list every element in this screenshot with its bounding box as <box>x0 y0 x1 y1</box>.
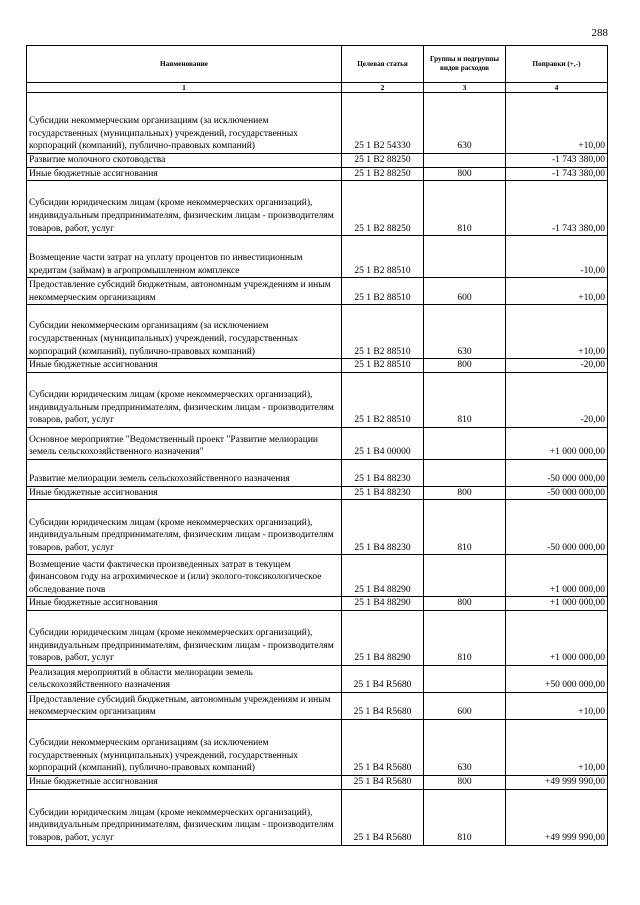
row-amount-cell: -1 743 380,00 <box>506 167 608 181</box>
row-group-cell <box>424 665 506 692</box>
row-name-cell: Иные бюджетные ассигнования <box>27 167 342 181</box>
header-target: Целевая статья <box>342 46 424 83</box>
row-group-cell: 810 <box>424 500 506 555</box>
row-group-cell: 810 <box>424 789 506 845</box>
header-amendments: Поправки (+,-) <box>506 46 608 83</box>
row-amount-cell: +49 999 990,00 <box>506 789 608 845</box>
row-amount-cell: +1 000 000,00 <box>506 610 608 665</box>
row-name-cell: Предоставление субсидий бюджетным, автономным учреждениям и иным некоммерческим организациям <box>27 692 342 719</box>
row-name-cell: Возмещение части затрат на уплату процентов по инвестиционным кредитам (займам) в агропромышленном комплексе <box>27 236 342 278</box>
row-amount-cell: +49 999 990,00 <box>506 775 608 789</box>
row-name-cell: Иные бюджетные ассигнования <box>27 359 342 373</box>
row-name-cell: Субсидии юридическим лицам (кроме некоммерческих организаций), индивидуальным предпринимателям, физическим лицам - производителям товаров, работ, услуг <box>27 181 342 236</box>
table-row <box>27 665 608 692</box>
row-amount-cell: +1 000 000,00 <box>506 555 608 597</box>
row-code-cell: 25 1 B2 88250 <box>342 181 424 236</box>
column-number: 4 <box>506 83 608 93</box>
table-row <box>27 459 608 486</box>
table-row <box>27 789 608 845</box>
table-row <box>27 692 608 719</box>
table-row <box>27 610 608 665</box>
row-name-cell: Субсидии юридическим лицам (кроме некоммерческих организаций), индивидуальным предпринимателям, физическим лицам - производителям товаров, работ, услуг <box>27 372 342 427</box>
header-groups: Группы и подгруппы видов расходов <box>424 46 506 83</box>
row-group-cell: 600 <box>424 278 506 305</box>
row-group-cell: 600 <box>424 692 506 719</box>
row-name-cell: Иные бюджетные ассигнования <box>27 597 342 611</box>
row-name-cell: Субсидии некоммерческим организациям (за исключением государственных (муниципальных) учреждений, государственных корпораций (компаний), публично-правовых компаний) <box>27 305 342 359</box>
row-amount-cell: +10,00 <box>506 692 608 719</box>
row-amount-cell: +1 000 000,00 <box>506 427 608 459</box>
row-group-cell: 630 <box>424 719 506 775</box>
page-number: 288 <box>591 27 608 39</box>
row-group-cell <box>424 459 506 486</box>
column-number: 2 <box>342 83 424 93</box>
table-row <box>27 719 608 775</box>
table-row <box>27 775 608 789</box>
row-amount-cell: -10,00 <box>506 236 608 278</box>
table-row <box>27 597 608 611</box>
row-name-cell: Субсидии некоммерческим организациям (за исключением государственных (муниципальных) учреждений, государственных корпораций (компаний), публично-правовых компаний) <box>27 719 342 775</box>
table-body <box>27 93 608 846</box>
row-group-cell: 810 <box>424 181 506 236</box>
row-name-cell: Субсидии некоммерческим организациям (за исключением государственных (муниципальных) учреждений, государственных корпораций (компаний), публично-правовых компаний) <box>27 93 342 154</box>
row-group-cell: 630 <box>424 305 506 359</box>
row-code-cell: 25 1 B2 88510 <box>342 278 424 305</box>
row-amount-cell: +1 000 000,00 <box>506 597 608 611</box>
table-row <box>27 154 608 168</box>
row-code-cell: 25 1 B4 88230 <box>342 459 424 486</box>
row-code-cell: 25 1 B4 00000 <box>342 427 424 459</box>
row-code-cell: 25 1 B2 88510 <box>342 305 424 359</box>
table-row <box>27 427 608 459</box>
row-group-cell: 810 <box>424 610 506 665</box>
table-row <box>27 486 608 500</box>
row-group-cell <box>424 154 506 168</box>
row-amount-cell: +10,00 <box>506 93 608 154</box>
row-name-cell: Возмещение части фактически произведенных затрат в текущем финансовом году на агрохимическое и (или) эколого-токсикологическое обследование почв <box>27 555 342 597</box>
row-name-cell: Развитие молочного скотоводства <box>27 154 342 168</box>
row-name-cell: Иные бюджетные ассигнования <box>27 775 342 789</box>
row-code-cell: 25 1 B4 88290 <box>342 555 424 597</box>
row-code-cell: 25 1 B2 88250 <box>342 167 424 181</box>
row-amount-cell: -50 000 000,00 <box>506 459 608 486</box>
row-group-cell: 630 <box>424 93 506 154</box>
row-group-cell <box>424 555 506 597</box>
row-amount-cell: -50 000 000,00 <box>506 500 608 555</box>
row-code-cell: 25 1 B4 R5680 <box>342 775 424 789</box>
table-row <box>27 236 608 278</box>
row-code-cell: 25 1 B4 R5680 <box>342 692 424 719</box>
table-row <box>27 359 608 373</box>
table-row <box>27 305 608 359</box>
row-name-cell: Развитие мелиорации земель сельскохозяйственного назначения <box>27 459 342 486</box>
row-amount-cell: -1 743 380,00 <box>506 154 608 168</box>
row-group-cell: 800 <box>424 359 506 373</box>
row-code-cell: 25 1 B4 R5680 <box>342 719 424 775</box>
row-group-cell <box>424 236 506 278</box>
header-name: Наименование <box>27 46 342 83</box>
row-code-cell: 25 1 B2 88510 <box>342 359 424 373</box>
table-row <box>27 181 608 236</box>
row-name-cell: Иные бюджетные ассигнования <box>27 486 342 500</box>
row-amount-cell: -1 743 380,00 <box>506 181 608 236</box>
row-code-cell: 25 1 B4 88290 <box>342 610 424 665</box>
row-code-cell: 25 1 B4 88230 <box>342 486 424 500</box>
row-amount-cell: +10,00 <box>506 719 608 775</box>
row-group-cell: 810 <box>424 372 506 427</box>
row-group-cell: 800 <box>424 167 506 181</box>
column-number: 3 <box>424 83 506 93</box>
row-code-cell: 25 1 B2 88510 <box>342 372 424 427</box>
row-amount-cell: -50 000 000,00 <box>506 486 608 500</box>
row-amount-cell: -20,00 <box>506 359 608 373</box>
row-group-cell: 800 <box>424 775 506 789</box>
table-header-row <box>27 46 608 83</box>
column-number-row <box>27 83 608 93</box>
row-group-cell <box>424 427 506 459</box>
row-group-cell: 800 <box>424 597 506 611</box>
row-group-cell: 800 <box>424 486 506 500</box>
table-row <box>27 372 608 427</box>
table-row <box>27 93 608 154</box>
row-name-cell: Предоставление субсидий бюджетным, автономным учреждениям и иным некоммерческим организациям <box>27 278 342 305</box>
row-code-cell: 25 1 B2 88250 <box>342 154 424 168</box>
table-row <box>27 500 608 555</box>
row-amount-cell: +10,00 <box>506 305 608 359</box>
row-code-cell: 25 1 B4 R5680 <box>342 789 424 845</box>
row-code-cell: 25 1 B4 88290 <box>342 597 424 611</box>
table-row <box>27 555 608 597</box>
column-number: 1 <box>27 83 342 93</box>
row-amount-cell: +10,00 <box>506 278 608 305</box>
row-name-cell: Реализация мероприятий в области мелиорации земель сельскохозяйственного назначения <box>27 665 342 692</box>
row-name-cell: Субсидии юридическим лицам (кроме некоммерческих организаций), индивидуальным предпринимателям, физическим лицам - производителям товаров, работ, услуг <box>27 789 342 845</box>
table-row <box>27 278 608 305</box>
row-name-cell: Субсидии юридическим лицам (кроме некоммерческих организаций), индивидуальным предпринимателям, физическим лицам - производителям товаров, работ, услуг <box>27 500 342 555</box>
row-code-cell: 25 1 B2 88510 <box>342 236 424 278</box>
budget-amendments-table <box>26 45 608 846</box>
table-row <box>27 167 608 181</box>
row-code-cell: 25 1 B4 88230 <box>342 500 424 555</box>
row-code-cell: 25 1 B2 54330 <box>342 93 424 154</box>
row-amount-cell: -20,00 <box>506 372 608 427</box>
row-amount-cell: +50 000 000,00 <box>506 665 608 692</box>
row-name-cell: Субсидии юридическим лицам (кроме некоммерческих организаций), индивидуальным предпринимателям, физическим лицам - производителям товаров, работ, услуг <box>27 610 342 665</box>
row-code-cell: 25 1 B4 R5680 <box>342 665 424 692</box>
row-name-cell: Основное мероприятие "Ведомственный проект "Развитие мелиорации земель сельскохозяйственного назначения" <box>27 427 342 459</box>
